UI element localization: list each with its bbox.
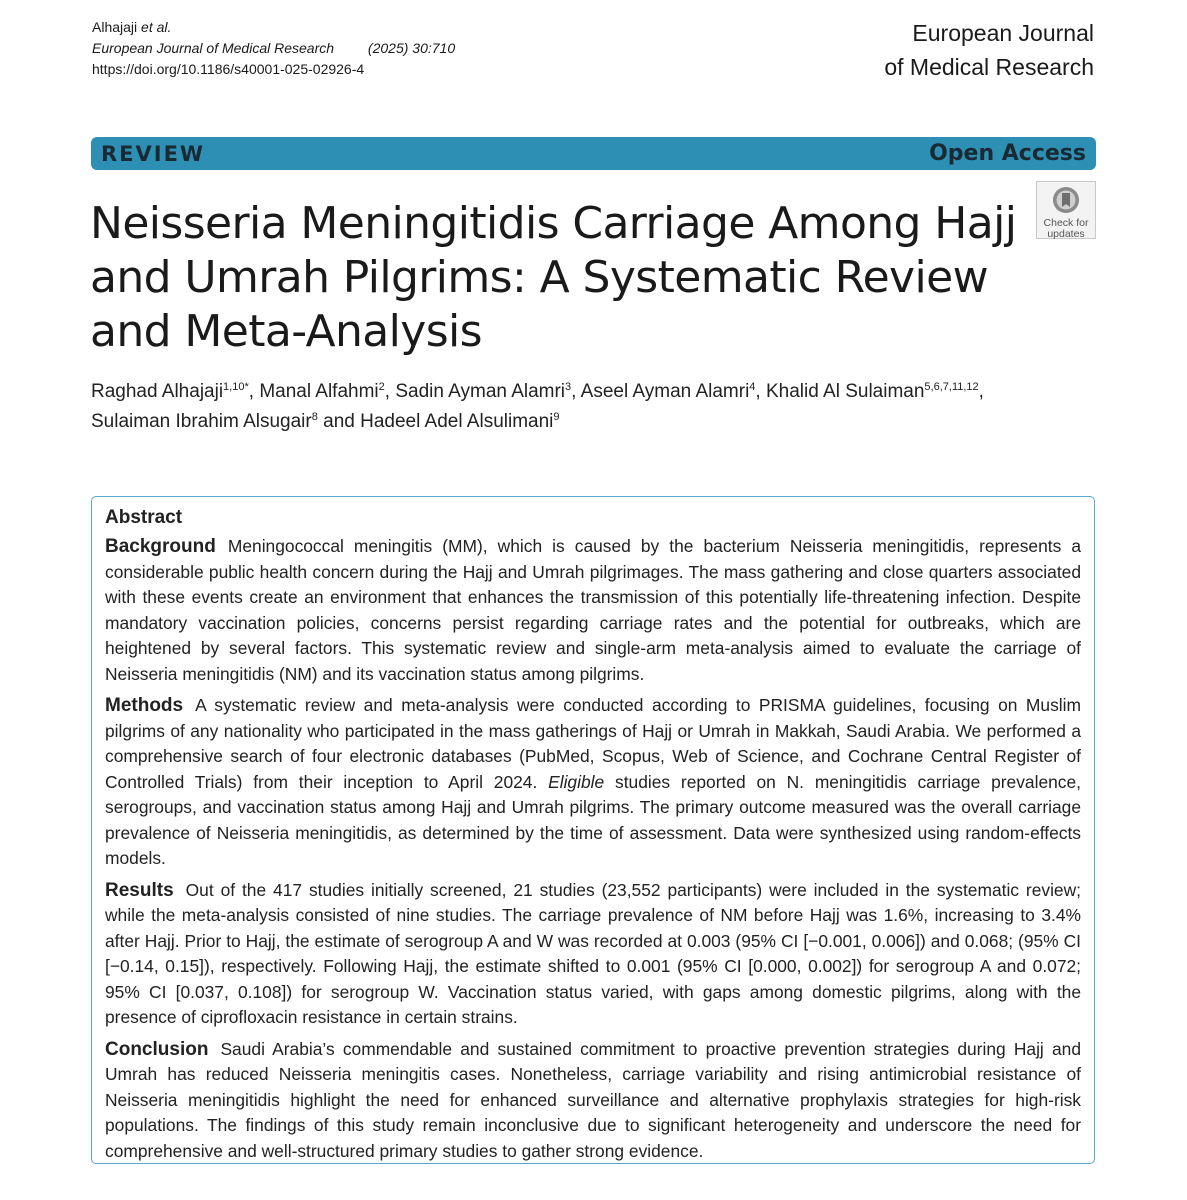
open-access-label: Open Access <box>929 141 1086 166</box>
citation-line <box>92 38 455 59</box>
conclusion-text: Saudi Arabia’s commendable and sustained commitment to proactive prevention strategies during Hajj and Umrah has reduced Neisseria meningitis cases. Nonetheless, carriage variability and rising antimicrobial resistance of Neisseria meningitidis highlight the need for enhanced surveillance and alternative prophylaxis strategies for high-risk populations. The findings of this study remain inconclusive due to significant heterogeneity and underscore the need for comprehensive and well-structured primary studies to gather strong evidence. <box>105 1038 1081 1161</box>
article-type-label: REVIEW <box>101 141 206 166</box>
article-title: Neisseria Meningitidis Carriage Among Hajj and Umrah Pilgrims: A Systematic Review and Meta-Analysis <box>90 198 1017 357</box>
section-label-results: Results <box>105 879 174 901</box>
abstract-results <box>105 878 1081 1031</box>
author[interactable]: Hadeel Adel Alsulimani$^9$ <box>360 411 560 432</box>
background-text: Meningococcal meningitis (MM), which is caused by the bacterium Neisseria meningitidis, represents a considerable public health concern during the Hajj and Umrah pilgrimages. The mass gathering and close quarters associated with these events create an environment that enhances the transmission of this potentially life-threatening infection. Despite mandatory vaccination policies, concerns persist regarding carriage rates and the potential for outbreaks, which are heightened by several factors. This systematic review and single-arm meta-analysis aimed to evaluate the carriage of Neisseria meningitidis (NM) and its vaccination status among pilgrims. <box>105 536 1081 684</box>
abstract-background <box>105 534 1081 687</box>
results-text: Out of the 417 studies initially screened, 21 studies (23,552 participants) were included in the systematic review; while the meta-analysis consisted of nine studies. The carriage prevalence of NM before Hajj was 1.6%, increasing to 3.4% after Hajj. Prior to Hajj, the estimate of serogroup A and W was recorded at 0.003 (95% CI [−0.001, 0.006]) and 0.068; (95% CI [−0.14, 0.15]), respectively. Following Hajj, the estimate shifted to 0.001 (95% CI [0.000, 0.002]) for serogroup A and 0.072; 95% CI [0.037, 0.108]) for serogroup W. Vaccination status varied, with gaps among domestic pilgrims, along with the presence of ciprofloxacin resistance in certain strains. <box>105 879 1081 1027</box>
doi-link[interactable]: https://doi.org/10.1186/s40001-025-02926-4 <box>92 61 365 77</box>
author[interactable]: Sulaiman Ibrahim Alsugair$^8$ <box>91 411 318 432</box>
abstract-heading: Abstract <box>105 507 183 528</box>
section-label-background: Background <box>105 536 216 557</box>
author[interactable]: Manal Alfahmi$^2$ <box>259 381 385 402</box>
journal-name-italic: European Journal of Medical Research <box>92 40 335 56</box>
author[interactable]: Sadin Ayman Alamri$^3$ <box>395 381 572 402</box>
methods-italic: Eligible <box>548 771 605 792</box>
abstract-conclusion <box>105 1037 1081 1165</box>
author[interactable]: Aseel Ayman Alamri$^4$ <box>580 381 756 402</box>
methods-text-1: A systematic review and meta-analysis were conducted according to PRISMA guidelines, focusing on Muslim pilgrims of any nationality who participated in the mass gatherings of Hajj or Umrah in Makkah, Saudi Arabia. We performed a comprehensive search of four electronic databases (PubMed, Scopus, Web of Science, and Cochrane Central Register of Controlled Trials) from their inception to April 2024. <box>105 695 1081 792</box>
volume-info: (2025) 30:710 <box>367 40 456 56</box>
article-type-banner <box>91 137 1096 170</box>
short-authors: Alhajaji et al. <box>92 19 172 35</box>
journal-logo-text: European Journal of Medical Research <box>884 20 1094 80</box>
author[interactable]: Raghad Alhajaji$^{1,10*}$ <box>91 381 249 402</box>
author[interactable]: Khalid Al Sulaiman$^{5,6,7,11,12}$ <box>765 381 979 402</box>
methods-text-2: studies reported on N. meningitidis carriage prevalence, serogroups, and vaccination status among Hajj and Umrah pilgrims. The primary outcome measured was the overall carriage prevalence of Neisseria meningitidis, as determined by the time of assessment. Data were synthesized using random-effects models. <box>105 771 1081 868</box>
bookmark-icon <box>1037 185 1095 218</box>
check-for-updates-badge[interactable]: Check for updates <box>1036 181 1096 239</box>
running-header <box>92 17 455 80</box>
abstract-box <box>91 496 1095 1164</box>
section-label-conclusion: Conclusion <box>105 1038 209 1060</box>
abstract-methods <box>105 693 1081 872</box>
section-label-methods: Methods <box>105 695 184 716</box>
author-list: Raghad Alhajaji$^{1,10*}$, Manal Alfahmi$^2$, Sadin Ayman Alamri$^3$, Aseel Ayman Alamri$^4$, Khalid Al Sulaiman$^{5,6,7,11,12}$, Sulaiman Ibrahim Alsugair$^8$ and Hadeel Adel Alsulimani$^9$ <box>91 381 984 432</box>
